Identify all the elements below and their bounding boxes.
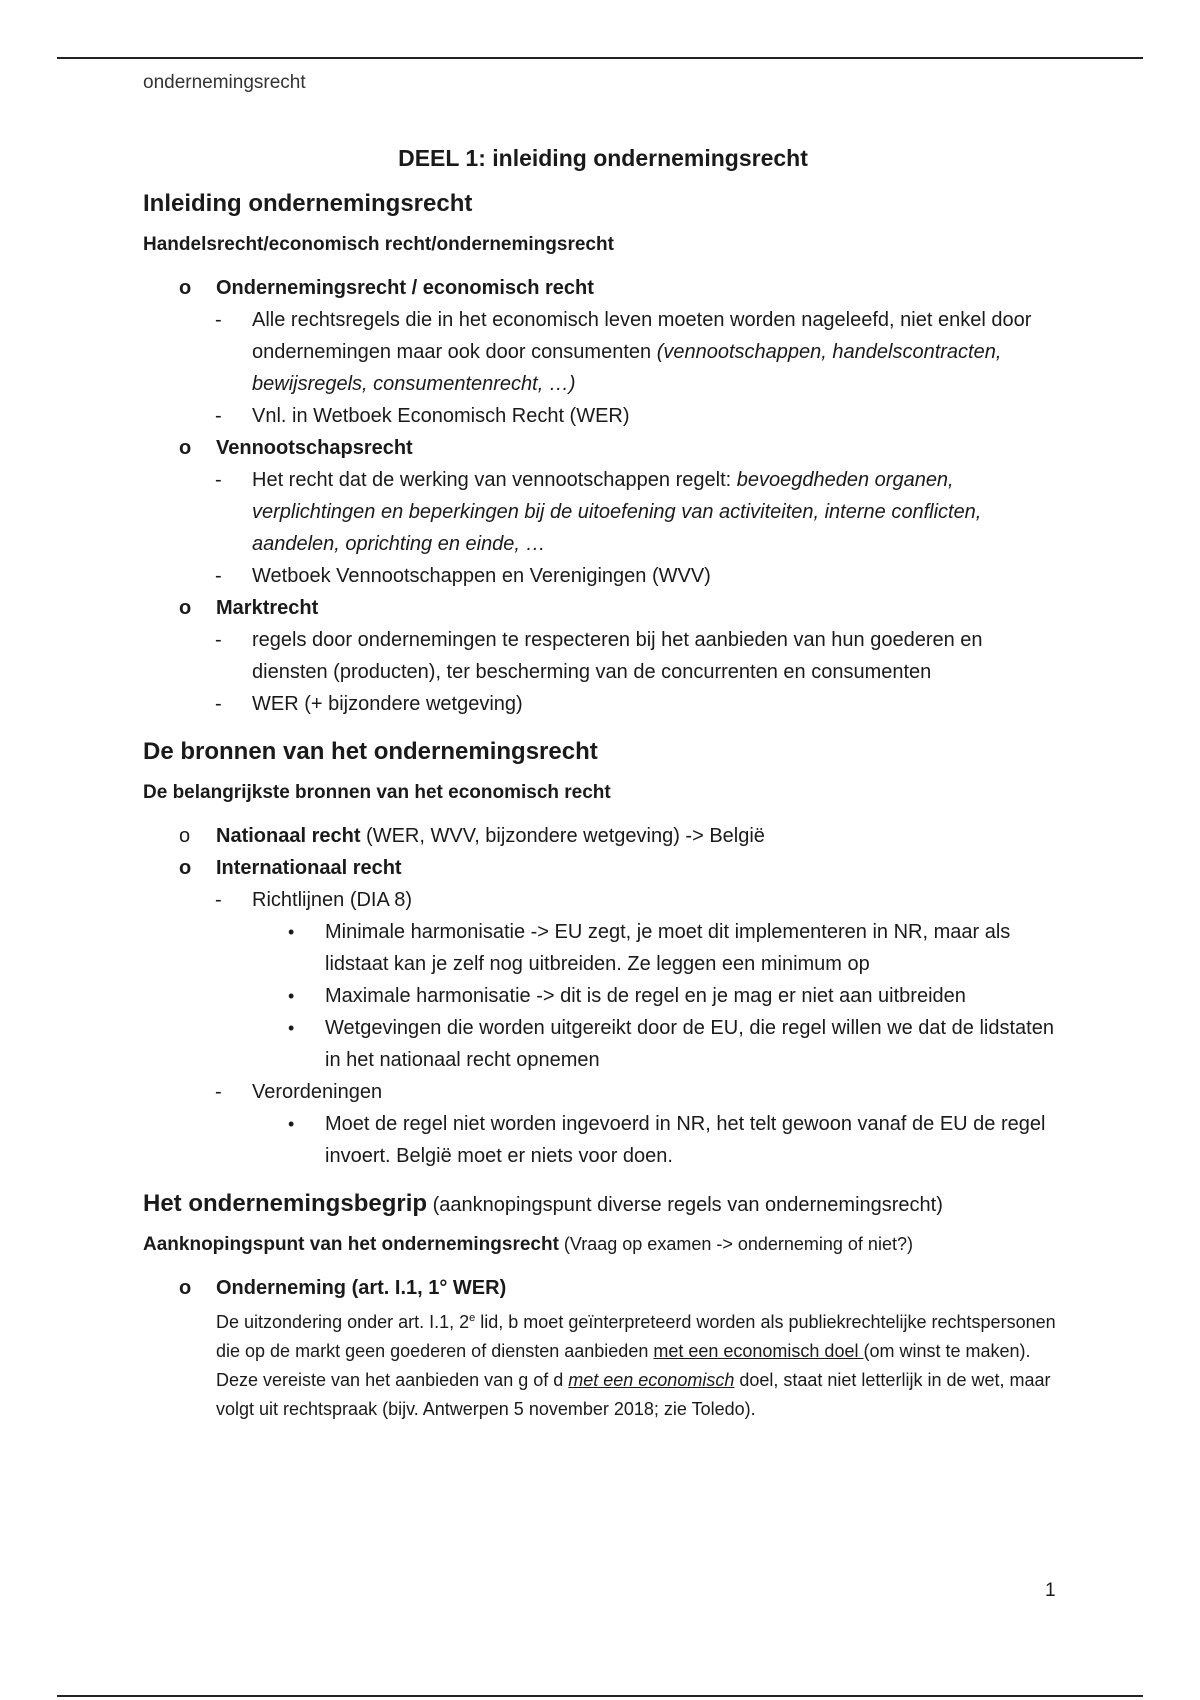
subheading-aanknopingspunt: Aanknopingspunt van het ondernemingsrecht (Vraag op examen -> onderneming of niet?) bbox=[143, 1234, 913, 1255]
bullet-item: • Maximale harmonisatie -> dit is de regel en je mag er niet aan uitbreiden bbox=[288, 985, 966, 1007]
footer-rule bbox=[57, 1695, 1143, 1697]
document-title: DEEL 1: inleiding ondernemingsrecht bbox=[398, 145, 808, 171]
sub-item: - WER (+ bijzondere wetgeving) bbox=[215, 693, 523, 715]
bullet-item: • Moet de regel niet worden ingevoerd in NR, het telt gewoon vanaf de EU de regel invoert. België moet er niets voor doen. bbox=[288, 1113, 1046, 1167]
list-item-ondernemingsrecht bbox=[143, 272, 1063, 304]
subheading-handelsrecht: Handelsrecht/economisch recht/ondernemingsrecht bbox=[143, 234, 614, 255]
paragraph-vereiste: Deze vereiste van het aanbieden van g of d met een economisch doel, staat niet letterlijk in de wet, maar volgt uit rechtspraak (bijv. Antwerpen 5 november 2018; zie Toledo). bbox=[216, 1370, 1051, 1419]
sub-item: - Het recht dat de werking van vennootschappen regelt: bevoegdheden organen, verplichtingen en beperkingen bij de uitoefening van activiteiten, interne conflicten, aandelen, oprichting en einde, … bbox=[215, 469, 982, 555]
item-title: Marktrecht bbox=[216, 597, 319, 619]
sub-item: - Vnl. in Wetboek Economisch Recht (WER) bbox=[215, 405, 630, 427]
sub-item-italic: (vennootschappen, handelscontracten, bewijsregels, consumentenrecht, …) bbox=[252, 341, 1002, 395]
paragraph-uitzondering: De uitzondering onder art. I.1, 2e lid, b moet geïnterpreteerd worden als publiekrechtelijke rechtspersonen die op de markt geen goederen of diensten aanbieden met een economisch doel (om winst te maken). bbox=[216, 1312, 1056, 1361]
running-header: ondernemingsrecht bbox=[143, 72, 306, 93]
bullet-item: • Wetgevingen die worden uitgereikt door de EU, die regel willen we dat de lidstaten in het nationaal recht opnemen bbox=[288, 1017, 1054, 1071]
item-title: Vennootschapsrecht bbox=[216, 437, 413, 459]
page-body bbox=[143, 145, 1063, 1424]
bullet-item: • Minimale harmonisatie -> EU zegt, je moet dit implementeren in NR, maar als lidstaat kan je zelf nog uitbreiden. Ze leggen een minimum op bbox=[288, 921, 1011, 975]
sub-item-richtlijnen: - Richtlijnen (DIA 8) bbox=[215, 889, 413, 911]
header-rule bbox=[57, 57, 1143, 59]
list-item-marktrecht: o Marktrecht bbox=[179, 597, 319, 619]
item-title: Ondernemingsrecht / economisch recht bbox=[216, 277, 594, 299]
list-item-onderneming: o Onderneming (art. I.1, 1° WER) bbox=[179, 1277, 507, 1299]
section-heading-ondernemingsbegrip: Het ondernemingsbegrip (aanknopingspunt diverse regels van ondernemingsrecht) bbox=[143, 1190, 943, 1217]
section-heading-bronnen: De bronnen van het ondernemingsrecht bbox=[143, 738, 598, 765]
sub-item-verordeningen: - Verordeningen bbox=[215, 1081, 383, 1103]
section-heading-inleiding: Inleiding ondernemingsrecht bbox=[143, 190, 473, 217]
sub-item: - regels door ondernemingen te respecteren bij het aanbieden van hun goederen en diensten (producten), ter bescherming van de concurrenten en consumenten bbox=[215, 629, 983, 683]
sub-item-text: Alle rechtsregels die in het economisch leven moeten worden nageleefd, niet enkel door ondernemingen maar ook door consumenten bbox=[252, 309, 1032, 363]
sub-item: - Wetboek Vennootschappen en Verenigingen (WVV) bbox=[215, 565, 711, 587]
list-item-internationaal-recht: o Internationaal recht bbox=[179, 857, 402, 879]
sub-item: - Alle rechtsregels die in het economisch leven moeten worden nageleefd, niet enkel door ondernemingen maar ook door consumenten (vennootschappen, handelscontracten, bewijsregels, consumentenrecht, …) bbox=[215, 309, 1032, 395]
list-item-nationaal-recht: o Nationaal recht (WER, WVV, bijzondere wetgeving) -> België bbox=[179, 825, 765, 847]
subheading-bronnen: De belangrijkste bronnen van het economisch recht bbox=[143, 782, 611, 803]
circle-marker: o bbox=[179, 277, 192, 299]
page-number: 1 bbox=[1045, 1580, 1056, 1601]
list-item-vennootschapsrecht: o Vennootschapsrecht bbox=[179, 437, 413, 459]
